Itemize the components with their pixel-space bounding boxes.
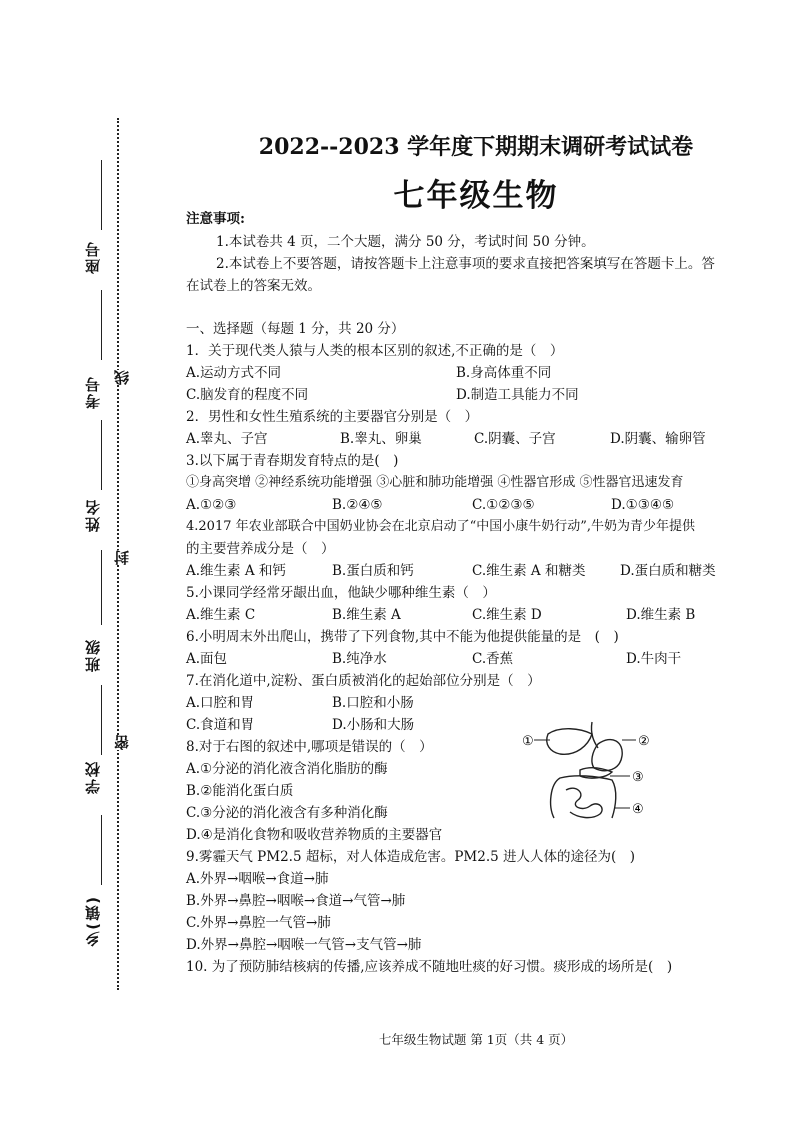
q9-option-b: B.外界→鼻腔→咽喉→食道→气管→肺: [186, 893, 406, 909]
q4-option-c: C.维生素 A 和糖类: [472, 563, 586, 579]
school-label: 学校: [84, 760, 102, 794]
q6-option-c: C.香蕉: [472, 651, 514, 667]
township-label: 乡(镇): [84, 895, 102, 947]
q4-option-b: B.蛋白质和钙: [332, 563, 414, 579]
exam-subject: 七年级生物: [393, 178, 559, 214]
q3-option-a: A.①②③: [186, 497, 237, 513]
q7-option-c: C.食道和胃: [186, 717, 255, 733]
seal-char-seal: 封: [113, 550, 131, 565]
q5-option-c: C.维生素 D: [472, 607, 542, 623]
q7-stem: 7.在消化道中,淀粉、蛋白质被消化的起始部位分别是（ ）: [186, 673, 541, 689]
q7-option-d: D.小肠和大肠: [332, 717, 415, 733]
q3-stem: 3.以下属于青春期发育特点的是( ): [186, 453, 399, 469]
diagram-label-4: ④: [632, 802, 644, 817]
large-intestine-shape: [551, 776, 616, 818]
digestive-system-diagram: [520, 720, 655, 825]
q6-option-a: A.面包: [186, 651, 228, 667]
q1-option-a: A.运动方式不同: [186, 365, 282, 381]
q8-option-b: B.②能消化蛋白质: [186, 783, 294, 799]
q2-option-b: B.睾丸、卵巢: [340, 431, 422, 447]
diagram-label-2: ②: [638, 734, 650, 749]
q4-stem-line-2: 的主要营养成分是（ ）: [186, 541, 335, 557]
q5-option-a: A.维生素 C: [186, 607, 256, 623]
q8-stem: 8.对于右图的叙述中,哪项是错误的（ ）: [186, 739, 433, 755]
q3-items: ①身高突增 ②神经系统功能增强 ③心脏和肺功能增强 ④性器官形成 ⑤性器官迅速发育: [186, 475, 684, 490]
small-intestine-shape: [566, 788, 602, 817]
q5-options: [186, 606, 766, 624]
q5-stem: 5.小课同学经常牙龈出血，他缺少哪种维生素（ ）: [186, 585, 496, 601]
name-blank: [101, 420, 102, 490]
q1-option-c: C.脑发育的程度不同: [186, 387, 309, 403]
name-label: 姓名: [84, 498, 102, 532]
binding-margin: [0, 0, 140, 1123]
q4-stem-line-1: 4.2017 年农业部联合中国奶业协会在北京启动了“中国小康牛奶行动”,牛奶为青少年提供: [186, 519, 696, 534]
diagram-label-1: ①: [522, 734, 534, 749]
q1-stem: 1．关于现代类人猿与人类的根本区别的叙述,不正确的是（ ）: [186, 343, 564, 359]
q3-options: [186, 496, 766, 514]
notice-item-2-line-1: 2.本试卷上不要答题，请按答题卡上注意事项的要求直接把答案填写在答题卡上。答: [216, 256, 715, 272]
q6-option-d: D.牛肉干: [626, 651, 682, 667]
q2-options: [186, 430, 766, 448]
q7-option-b: B.口腔和小肠: [332, 695, 414, 711]
q5-option-b: B.维生素 A: [332, 607, 401, 623]
exam-number-blank: [101, 290, 102, 360]
q7-option-a: A.口腔和胃: [186, 695, 255, 711]
q3-option-d: D.①③④⑤: [611, 497, 675, 513]
class-label: 班级: [84, 638, 102, 672]
q5-option-d: D.维生素 B: [626, 607, 696, 623]
exam-number-label: 考号: [84, 375, 102, 409]
q1-option-d: D.制造工具能力不同: [456, 387, 579, 403]
q3-option-b: B.②④⑤: [332, 497, 383, 513]
q7-option-row-1: [186, 694, 414, 712]
q6-options: [186, 650, 766, 668]
q7-option-row-2: [186, 716, 415, 734]
exam-title: 2022--2023 学年度下期期末调研考试试卷: [258, 134, 694, 160]
section-1-heading: 一、选择题（每题 1 分，共 20 分）: [186, 321, 405, 337]
q9-option-a: A.外界→咽喉→食道→肺: [186, 871, 329, 887]
q2-option-a: A.睾丸、子宫: [186, 431, 268, 447]
page-footer: 七年级生物试题 第 1页（共 4 页）: [378, 1032, 574, 1047]
q2-option-c: C.阴囊、子宫: [474, 431, 556, 447]
q8-option-a: A.①分泌的消化液含消化脂肪的酶: [186, 761, 388, 777]
q10-stem: 10. 为了预防肺结核病的传播,应该养成不随地吐痰的好习惯。痰形成的场所是( ): [186, 959, 673, 975]
q9-option-d: D.外界→鼻腔→咽喉一气管→支气管→肺: [186, 937, 422, 953]
liver-shape: [547, 729, 592, 755]
q6-stem: 6.小明周末外出爬山，携带了下列食物,其中不能为他提供能量的是 ( ): [186, 629, 619, 645]
q2-stem: 2．男性和女性生殖系统的主要器官分别是（ ）: [186, 409, 479, 425]
q4-option-a: A.维生素 A 和钙: [186, 563, 286, 579]
school-blank: [101, 685, 102, 755]
seal-char-line: 线: [113, 370, 131, 385]
q1-option-row-2: [186, 386, 579, 404]
seat-number-blank: [101, 160, 102, 230]
esophagus-shape: [591, 722, 598, 748]
township-blank: [101, 815, 102, 885]
q2-option-d: D.阴囊、输卵管: [610, 431, 706, 447]
notice-heading: 注意事项:: [186, 211, 245, 227]
q6-option-b: B.纯净水: [332, 651, 387, 667]
diagram-label-3: ③: [632, 770, 644, 785]
q9-option-c: C.外界→鼻腔一气管→肺: [186, 915, 331, 931]
class-blank: [101, 550, 102, 625]
q8-option-c: C.③分泌的消化液含有多种消化酶: [186, 805, 388, 821]
q8-option-d: D.④是消化食物和吸收营养物质的主要器官: [186, 827, 443, 843]
q4-options: [186, 562, 766, 580]
q1-option-b: B.身高体重不同: [456, 365, 552, 381]
seat-number-label: 座号: [84, 240, 102, 274]
q3-option-c: C.①②③⑤: [472, 497, 535, 513]
q4-option-d: D.蛋白质和糖类: [620, 563, 716, 579]
seal-char-dense: 密: [113, 735, 131, 750]
q1-option-row-1: [186, 364, 552, 382]
notice-item-2-line-2: 在试卷上的答案无效。: [186, 278, 321, 294]
q9-stem: 9.雾霾天气 PM2.5 超标，对人体造成危害。PM2.5 进人人体的途径为( ): [186, 849, 636, 865]
notice-item-1: 1.本试卷共 4 页，二个大题，满分 50 分，考试时间 50 分钟。: [216, 234, 595, 250]
